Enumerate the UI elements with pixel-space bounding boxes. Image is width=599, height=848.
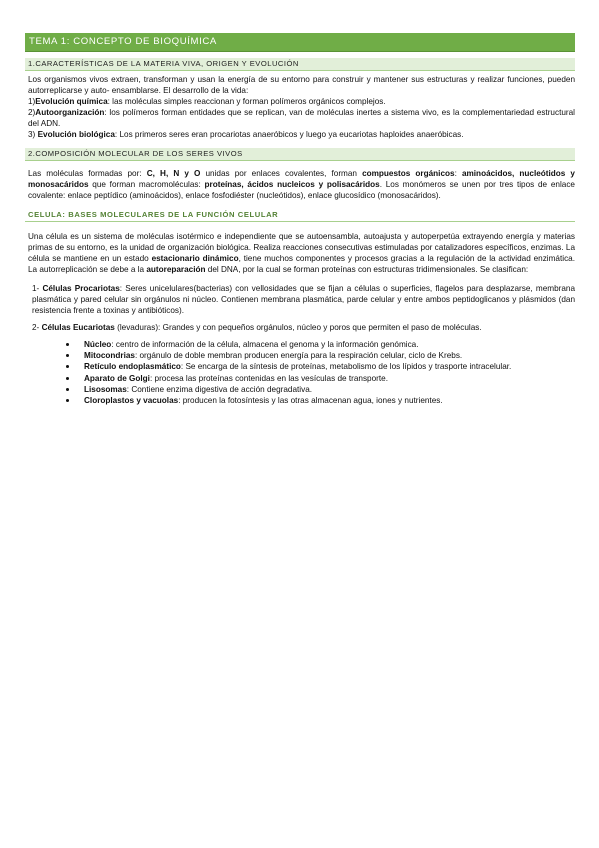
paragraph (28, 168, 575, 201)
section-heading-1: 1.CARACTERÍSTICAS DE LA MATERIA VIVA, ORIGEN Y EVOLUCIÓN (25, 58, 575, 71)
bullet-icon (66, 388, 69, 391)
item-prefix: 1- (32, 284, 43, 293)
bullet-icon (66, 365, 69, 368)
section-heading-2: 2.COMPOSICIÓN MOLECULAR DE LOS SERES VIVOS (25, 148, 575, 161)
item-text: : los polímeros forman entidades que se replican, van de moléculas inertes a sistema vivo, es la complementariedad estructural del ADN. (28, 108, 575, 128)
list-item (84, 350, 575, 361)
term: proteínas, ácidos nucleicos y polisacáridos (204, 180, 380, 189)
text-run: unidas por enlaces covalentes, forman (200, 169, 363, 178)
section-2-body (25, 168, 575, 201)
text-run: : (454, 169, 462, 178)
item-prefix: 2- (32, 323, 42, 332)
item-text: : Seres unicelulares(bacterias) con vellosidades que se fijan a células o superficies, flagelos para desplazarse, membrana plasmática y pared celular sin orgánulos ni núcleo. Contienen membrana plasmática, parde celular y entre ambos peptidoglicanos y plásmidos (dan resistencia frente a toxinas y antibióticos). (32, 284, 576, 315)
term: Núcleo (84, 340, 112, 349)
paragraph (28, 231, 575, 275)
term: aminoácidos, nucleótidos y monosacáridos (28, 169, 575, 189)
term: Evolución química (35, 97, 108, 106)
item-text: : producen la fotosíntesis y las otras almacenan agua, iones y nutrientes. (178, 396, 443, 406)
document-page (25, 33, 575, 406)
term: Retículo endoplasmático (84, 362, 181, 372)
section-3-body (25, 231, 575, 406)
text-run: Las moléculas formadas por: (28, 169, 147, 178)
term: Autoorganización (35, 108, 105, 117)
page-title: TEMA 1: CONCEPTO DE BIOQUÍMICA (25, 33, 575, 52)
text-run: . Los monómeros se unen por tres tipos de enlace covalente: enlace peptídico (aminoácidos), enlace fosfodiéster (nucleótidos), enlace glucosídico (monosacáridos). (28, 180, 575, 200)
item-prefix: 2) (28, 108, 36, 117)
item-text: : las moléculas simples reaccionan y forman polímeros orgánicos complejos. (107, 97, 386, 106)
bullet-icon (66, 354, 69, 357)
section-heading-3: CELULA: BASES MOLECULARES DE LA FUNCIÓN CELULAR (25, 209, 575, 222)
list-item (28, 322, 575, 333)
item-text: : Se encarga de la síntesis de proteínas, metabolismo de los lípidos y trasporte intracelular. (180, 362, 512, 372)
bullet-icon (66, 377, 69, 380)
bullet-icon (66, 343, 69, 346)
term: compuestos orgánicos (362, 169, 455, 178)
term: estacionario dinámico (151, 254, 239, 263)
term: Células Eucariotas (41, 323, 115, 332)
text-run: , tiene muchos componentes y procesos gracias a la regulación de la actividad enzimática. La autorreplicación se debe a la (28, 254, 576, 274)
item-text: : procesa las proteínas contenidas en las vesículas de transporte. (149, 373, 388, 383)
list-item (84, 361, 575, 372)
list-item (84, 373, 575, 384)
list-item (28, 107, 575, 129)
list-item (84, 339, 575, 350)
list-item (84, 384, 575, 395)
item-text: : centro de información de la célula, almacena el genoma y la información genómica. (111, 340, 419, 349)
item-prefix: 3) (28, 130, 38, 139)
term: C, H, N y O (146, 169, 201, 178)
term: Lisosomas (84, 384, 127, 394)
term: Aparato de Golgi (84, 373, 150, 383)
bullet-icon (66, 399, 69, 402)
item-text: : Contiene enzima digestiva de acción degradativa. (126, 384, 313, 394)
list-item (84, 395, 575, 406)
section-1-intro: Los organismos vivos extraen, transforman y usan la energía de su entorno para construir y mantener sus estructuras y realizar funciones, pueden autorreplicarse y auto- ensamblarse. El desarrollo de la vida: (28, 75, 575, 95)
term: Cloroplastos y vacuolas (84, 396, 179, 406)
item-text: : orgánulo de doble membran producen energía para la respiración celular, ciclo de Krebs. (134, 351, 463, 361)
item-text: (levaduras): Grandes y con pequeños orgánulos, núcleo y poros que permiten el paso de moléculas. (114, 323, 482, 332)
item-text: : Los primeros seres eran procariotas anaeróbicos y luego ya eucariotas haploides anaeróbicas. (114, 130, 464, 139)
text-run: que forman macromoléculas: (88, 180, 205, 189)
term: Células Procariotas (42, 284, 120, 293)
text-run: del DNA, por la cual se forman proteínas con estructuras tridimensionales. Se clasifican: (205, 265, 529, 274)
term: autoreparación (146, 265, 206, 274)
list-item (28, 96, 575, 107)
list-item (28, 283, 575, 316)
term: Evolución biológica (37, 130, 115, 139)
organelle-list (28, 339, 575, 406)
section-1-body (25, 74, 575, 140)
item-prefix: 1) (28, 97, 36, 106)
list-item (28, 129, 575, 140)
term: Mitocondrias (84, 351, 135, 361)
text-run: Una célula es un sistema de moléculas isotérmico e independiente que se autoensambla, autoajusta y autoperpetúa extrayendo energía y materias primas de su entorno, es la unidad de organización biológica. Realiza reacciones consecutivas estimuladas por catalizadores específicos, enzimas. La célula se mantiene en un estado (28, 232, 575, 263)
